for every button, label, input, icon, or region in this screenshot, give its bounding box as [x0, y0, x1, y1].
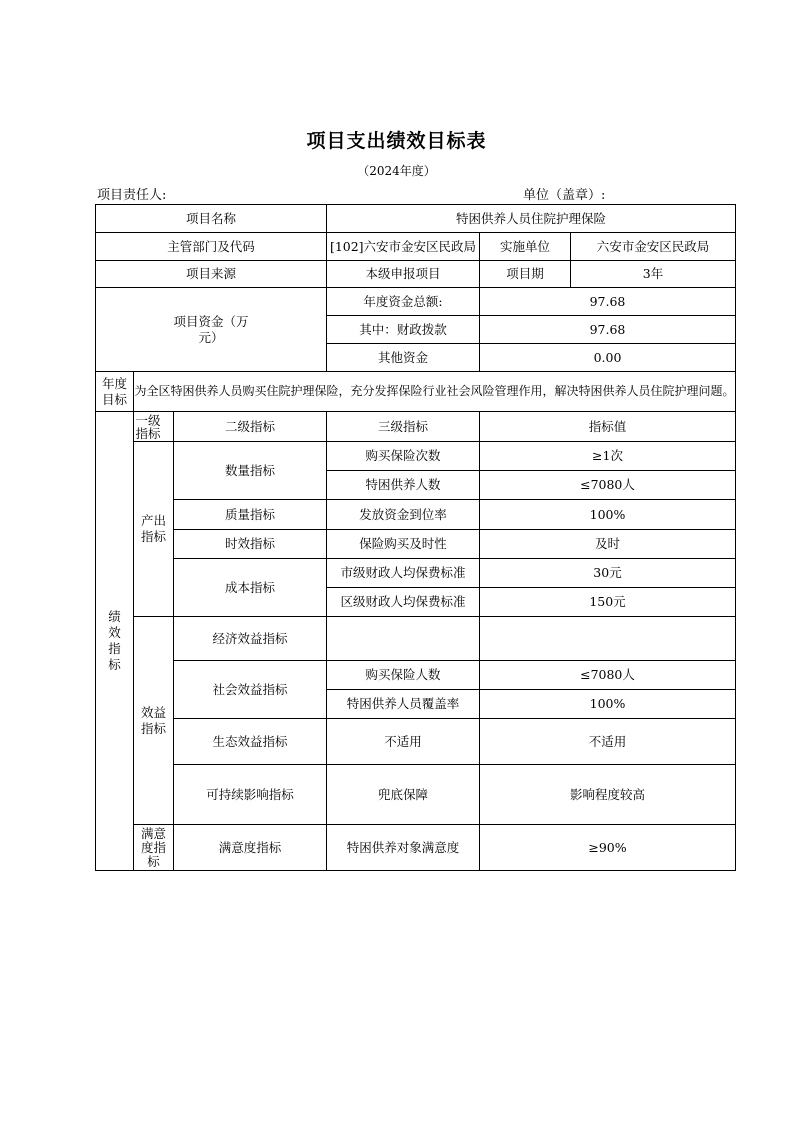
indicator-value: ≤7080人: [480, 661, 736, 690]
quality-indicator-label: 质量指标: [174, 500, 327, 530]
year-goal-label-text: 年度目标: [101, 375, 127, 407]
indicator-value: 30元: [480, 559, 736, 588]
project-period-value: 3年: [571, 261, 736, 288]
indicator-value: 不适用: [480, 719, 736, 765]
level1-header: [134, 412, 174, 442]
project-name-label: 项目名称: [96, 205, 327, 233]
economic-indicator-label: 经济效益指标: [174, 617, 327, 661]
satisfaction-level2-label: 满意度指标: [174, 825, 327, 871]
impl-unit-label: 实施单位: [480, 233, 571, 261]
annual-total-label: 年度资金总额:: [327, 288, 480, 316]
dept-label: 主管部门及代码: [96, 233, 327, 261]
indicator-name: 特困供养人数: [327, 471, 480, 500]
indicator-name: 兜底保障: [327, 765, 480, 825]
output-indicators-label-text: 产出指标: [140, 513, 166, 544]
indicator-value-header: 指标值: [480, 412, 736, 442]
indicator-name: 特困供养人员覆盖率: [327, 690, 480, 719]
project-period-label: 项目期: [480, 261, 571, 288]
project-responsible-label: 项目责任人:: [97, 188, 167, 203]
ecological-indicator-label: 生态效益指标: [174, 719, 327, 765]
performance-goal-table: [95, 204, 736, 871]
page-title: 项目支出绩效目标表: [306, 130, 487, 152]
indicator-name: 购买保险次数: [327, 442, 480, 471]
project-funds-label-text: 项目资金（万元）: [173, 313, 249, 345]
satisfaction-level1-text: 满意度指标: [140, 826, 166, 869]
indicator-value: 影响程度较高: [480, 765, 736, 825]
project-source-label: 项目来源: [96, 261, 327, 288]
indicator-name: 市级财政人均保费标准: [327, 559, 480, 588]
unit-seal-label: 单位（盖章）:: [523, 188, 606, 203]
cost-indicator-label: 成本指标: [174, 559, 327, 617]
quantity-indicator-label: 数量指标: [174, 442, 327, 500]
other-funds-label: 其他资金: [327, 344, 480, 372]
level3-header: 三级指标: [327, 412, 480, 442]
annual-total-value: 97.68: [480, 288, 736, 316]
impl-unit-value: 六安市金安区民政局: [571, 233, 736, 261]
benefit-indicators-label-text: 效益指标: [140, 704, 166, 736]
year-goal-label: [96, 372, 134, 412]
indicator-name: 不适用: [327, 719, 480, 765]
project-funds-label: [96, 288, 327, 372]
benefit-indicators-label: [134, 617, 174, 825]
project-source-value: 本级申报项目: [327, 261, 480, 288]
fiscal-appropriation-label: 其中：财政拨款: [327, 316, 480, 344]
project-name-value: 特困供养人员住院护理保险: [327, 205, 736, 233]
indicator-name: 特困供养对象满意度: [327, 825, 480, 871]
indicator-value: [480, 617, 736, 661]
level1-header-text: 一级指标: [135, 413, 161, 440]
indicator-value: 150元: [480, 588, 736, 617]
indicator-value: 100%: [480, 690, 736, 719]
satisfaction-level1-label: [134, 825, 174, 871]
level2-header: 二级指标: [174, 412, 327, 442]
indicator-name: [327, 617, 480, 661]
performance-indicators-label-text: 绩效指标: [108, 608, 121, 673]
indicator-value: 100%: [480, 500, 736, 530]
social-indicator-label: 社会效益指标: [174, 661, 327, 719]
indicator-name: 保险购买及时性: [327, 530, 480, 559]
indicator-value: ≥90%: [480, 825, 736, 871]
fiscal-year: （2024年度）: [357, 164, 436, 178]
other-funds-value: 0.00: [480, 344, 736, 372]
fiscal-appropriation-value: 97.68: [480, 316, 736, 344]
output-indicators-label: [134, 442, 174, 617]
year-goal-text: 为全区特困供养人员购买住院护理保险，充分发挥保险行业社会风险管理作用，解决特困供养人员住院护理问题。: [134, 372, 736, 412]
indicator-value: 及时: [480, 530, 736, 559]
indicator-value: ≥1次: [480, 442, 736, 471]
performance-indicators-label: [96, 412, 134, 871]
timeliness-indicator-label: 时效指标: [174, 530, 327, 559]
indicator-name: 区级财政人均保费标准: [327, 588, 480, 617]
dept-value: [102]六安市金安区民政局: [327, 233, 480, 261]
indicator-name: 购买保险人数: [327, 661, 480, 690]
indicator-value: ≤7080人: [480, 471, 736, 500]
indicator-name: 发放资金到位率: [327, 500, 480, 530]
sustainable-indicator-label: 可持续影响指标: [174, 765, 327, 825]
